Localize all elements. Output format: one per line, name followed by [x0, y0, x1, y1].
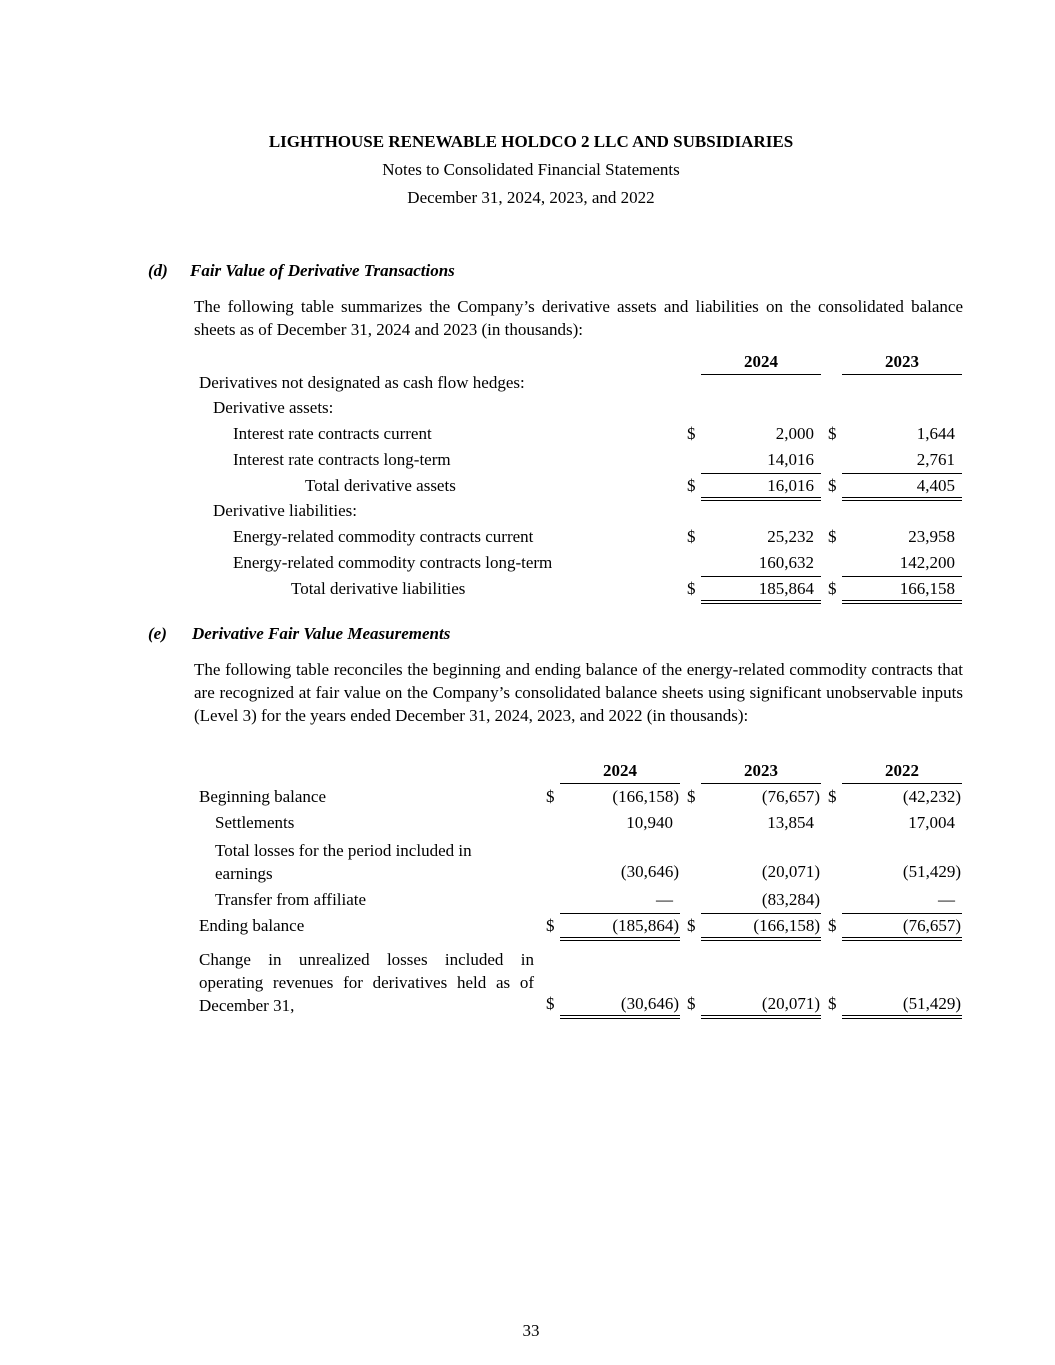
e-ending-2022: (76,657): [902, 916, 961, 935]
e-transfer-2023: (83,284): [761, 890, 820, 909]
d-liabilities-label: Derivative liabilities:: [213, 501, 357, 520]
d-total-assets-2024: 16,016: [767, 476, 814, 495]
d-group-label: Derivatives not designated as cash flow hedges:: [199, 373, 525, 392]
document-subtitle: Notes to Consolidated Financial Statements: [382, 160, 680, 179]
section-d-intro: The following table summarizes the Company’s derivative assets and liabilities on the consolidated balance sheets as of December 31, 2024 and 2023 (in thousands):: [194, 297, 963, 339]
total-double-rule: [701, 937, 821, 941]
subtotal-rule: [842, 913, 962, 914]
total-double-rule: [842, 1015, 962, 1019]
currency-symbol: $: [828, 916, 837, 935]
e-change-2024: (30,646): [620, 994, 679, 1013]
d-col-2023: 2023: [885, 352, 919, 371]
d-col-2024-rule: [701, 374, 821, 375]
d-assets-label: Derivative assets:: [213, 398, 334, 417]
total-double-rule: [560, 937, 680, 941]
e-transfer-2024: —: [656, 890, 673, 909]
currency-symbol: $: [828, 527, 837, 546]
e-losses-2022: (51,429): [902, 862, 961, 881]
d-col-2023-rule: [842, 374, 962, 375]
e-transfer-2022: —: [938, 890, 955, 909]
column-rule: [701, 783, 821, 784]
d-asset-value-2024: 2,000: [775, 424, 814, 443]
currency-symbol: $: [828, 424, 837, 443]
d-asset-value-2024: 14,016: [767, 450, 814, 469]
e-losses-2024: (30,646): [620, 862, 679, 881]
currency-symbol: $: [828, 476, 837, 495]
currency-symbol: $: [828, 579, 837, 598]
e-beginning-2024: (166,158): [612, 787, 679, 806]
currency-symbol: $: [687, 476, 696, 495]
d-asset-value-2023: 2,761: [916, 450, 955, 469]
total-double-rule: [842, 497, 962, 501]
currency-symbol: $: [546, 787, 555, 806]
d-liability-value-2023: 142,200: [899, 553, 955, 572]
document-dates: December 31, 2024, 2023, and 2022: [407, 188, 655, 207]
e-change-label: Change in unrealized losses included in operating revenues for derivatives held as of December 31,: [199, 950, 534, 1015]
currency-symbol: $: [687, 916, 696, 935]
d-total-liabilities-2024: 185,864: [758, 579, 814, 598]
currency-symbol: $: [546, 916, 555, 935]
page-number: 33: [522, 1321, 540, 1340]
e-ending-label: Ending balance: [199, 916, 305, 935]
section-e-intro: The following table reconciles the beginning and ending balance of the energy-related commodity contracts that are recognized at fair value on the Company’s consolidated balance sheets using significant unobservable inputs (Level 3) for the years ended December 31, 2024, 2023, and 2022 (in thousands):: [194, 660, 963, 725]
column-rule: [842, 783, 962, 784]
section-e-title: Derivative Fair Value Measurements: [192, 624, 451, 643]
d-total-assets-2023: 4,405: [916, 476, 955, 495]
e-transfer-label: Transfer from affiliate: [215, 890, 367, 909]
currency-symbol: $: [687, 424, 696, 443]
currency-symbol: $: [687, 787, 696, 806]
d-col-2024: 2024: [744, 352, 778, 371]
column-rule: [560, 783, 680, 784]
total-double-rule: [842, 600, 962, 604]
e-losses-label: Total losses for the period included in earnings: [215, 841, 472, 883]
d-liability-row-label: Energy-related commodity contracts long-term: [233, 553, 553, 572]
total-double-rule: [842, 937, 962, 941]
d-asset-value-2023: 1,644: [916, 424, 955, 443]
section-e-marker: (e): [148, 624, 167, 643]
section-d-marker: (d): [148, 261, 168, 280]
subtotal-rule: [842, 473, 962, 474]
e-beginning-label: Beginning balance: [199, 787, 326, 806]
company-name: LIGHTHOUSE RENEWABLE HOLDCO 2 LLC AND SUBSIDIARIES: [268, 132, 794, 151]
d-total-liabilities-2023: 166,158: [899, 579, 955, 598]
d-total-assets-label: Total derivative assets: [305, 476, 456, 495]
subtotal-rule: [842, 576, 962, 577]
e-col-2022: 2022: [885, 761, 919, 780]
subtotal-rule: [701, 576, 821, 577]
e-beginning-2022: (42,232): [902, 787, 961, 806]
subtotal-rule: [560, 913, 680, 914]
e-change-2023: (20,071): [761, 994, 820, 1013]
e-beginning-2023: (76,657): [761, 787, 820, 806]
currency-symbol: $: [687, 527, 696, 546]
d-asset-row-label: Interest rate contracts long-term: [233, 450, 451, 469]
currency-symbol: $: [687, 994, 696, 1013]
d-liability-value-2024: 160,632: [758, 553, 814, 572]
subtotal-rule: [701, 913, 821, 914]
d-asset-row-label: Interest rate contracts current: [233, 424, 432, 443]
e-change-2022: (51,429): [902, 994, 961, 1013]
total-double-rule: [560, 1015, 680, 1019]
e-col-2023: 2023: [744, 761, 778, 780]
e-ending-2023: (166,158): [753, 916, 820, 935]
d-liability-value-2024: 25,232: [767, 527, 814, 546]
e-settlements-2023: 13,854: [767, 813, 814, 832]
e-ending-2024: (185,864): [612, 916, 679, 935]
currency-symbol: $: [687, 579, 696, 598]
e-settlements-2024: 10,940: [626, 813, 673, 832]
total-double-rule: [701, 1015, 821, 1019]
currency-symbol: $: [828, 994, 837, 1013]
currency-symbol: $: [546, 994, 555, 1013]
subtotal-rule: [701, 473, 821, 474]
total-double-rule: [701, 600, 821, 604]
d-liability-row-label: Energy-related commodity contracts current: [233, 527, 534, 546]
currency-symbol: $: [828, 787, 837, 806]
e-col-2024: 2024: [603, 761, 637, 780]
e-settlements-label: Settlements: [215, 813, 295, 832]
total-double-rule: [701, 497, 821, 501]
section-d-title: Fair Value of Derivative Transactions: [190, 261, 455, 280]
e-losses-2023: (20,071): [761, 862, 820, 881]
e-settlements-2022: 17,004: [908, 813, 955, 832]
d-total-liabilities-label: Total derivative liabilities: [291, 579, 466, 598]
d-liability-value-2023: 23,958: [908, 527, 955, 546]
